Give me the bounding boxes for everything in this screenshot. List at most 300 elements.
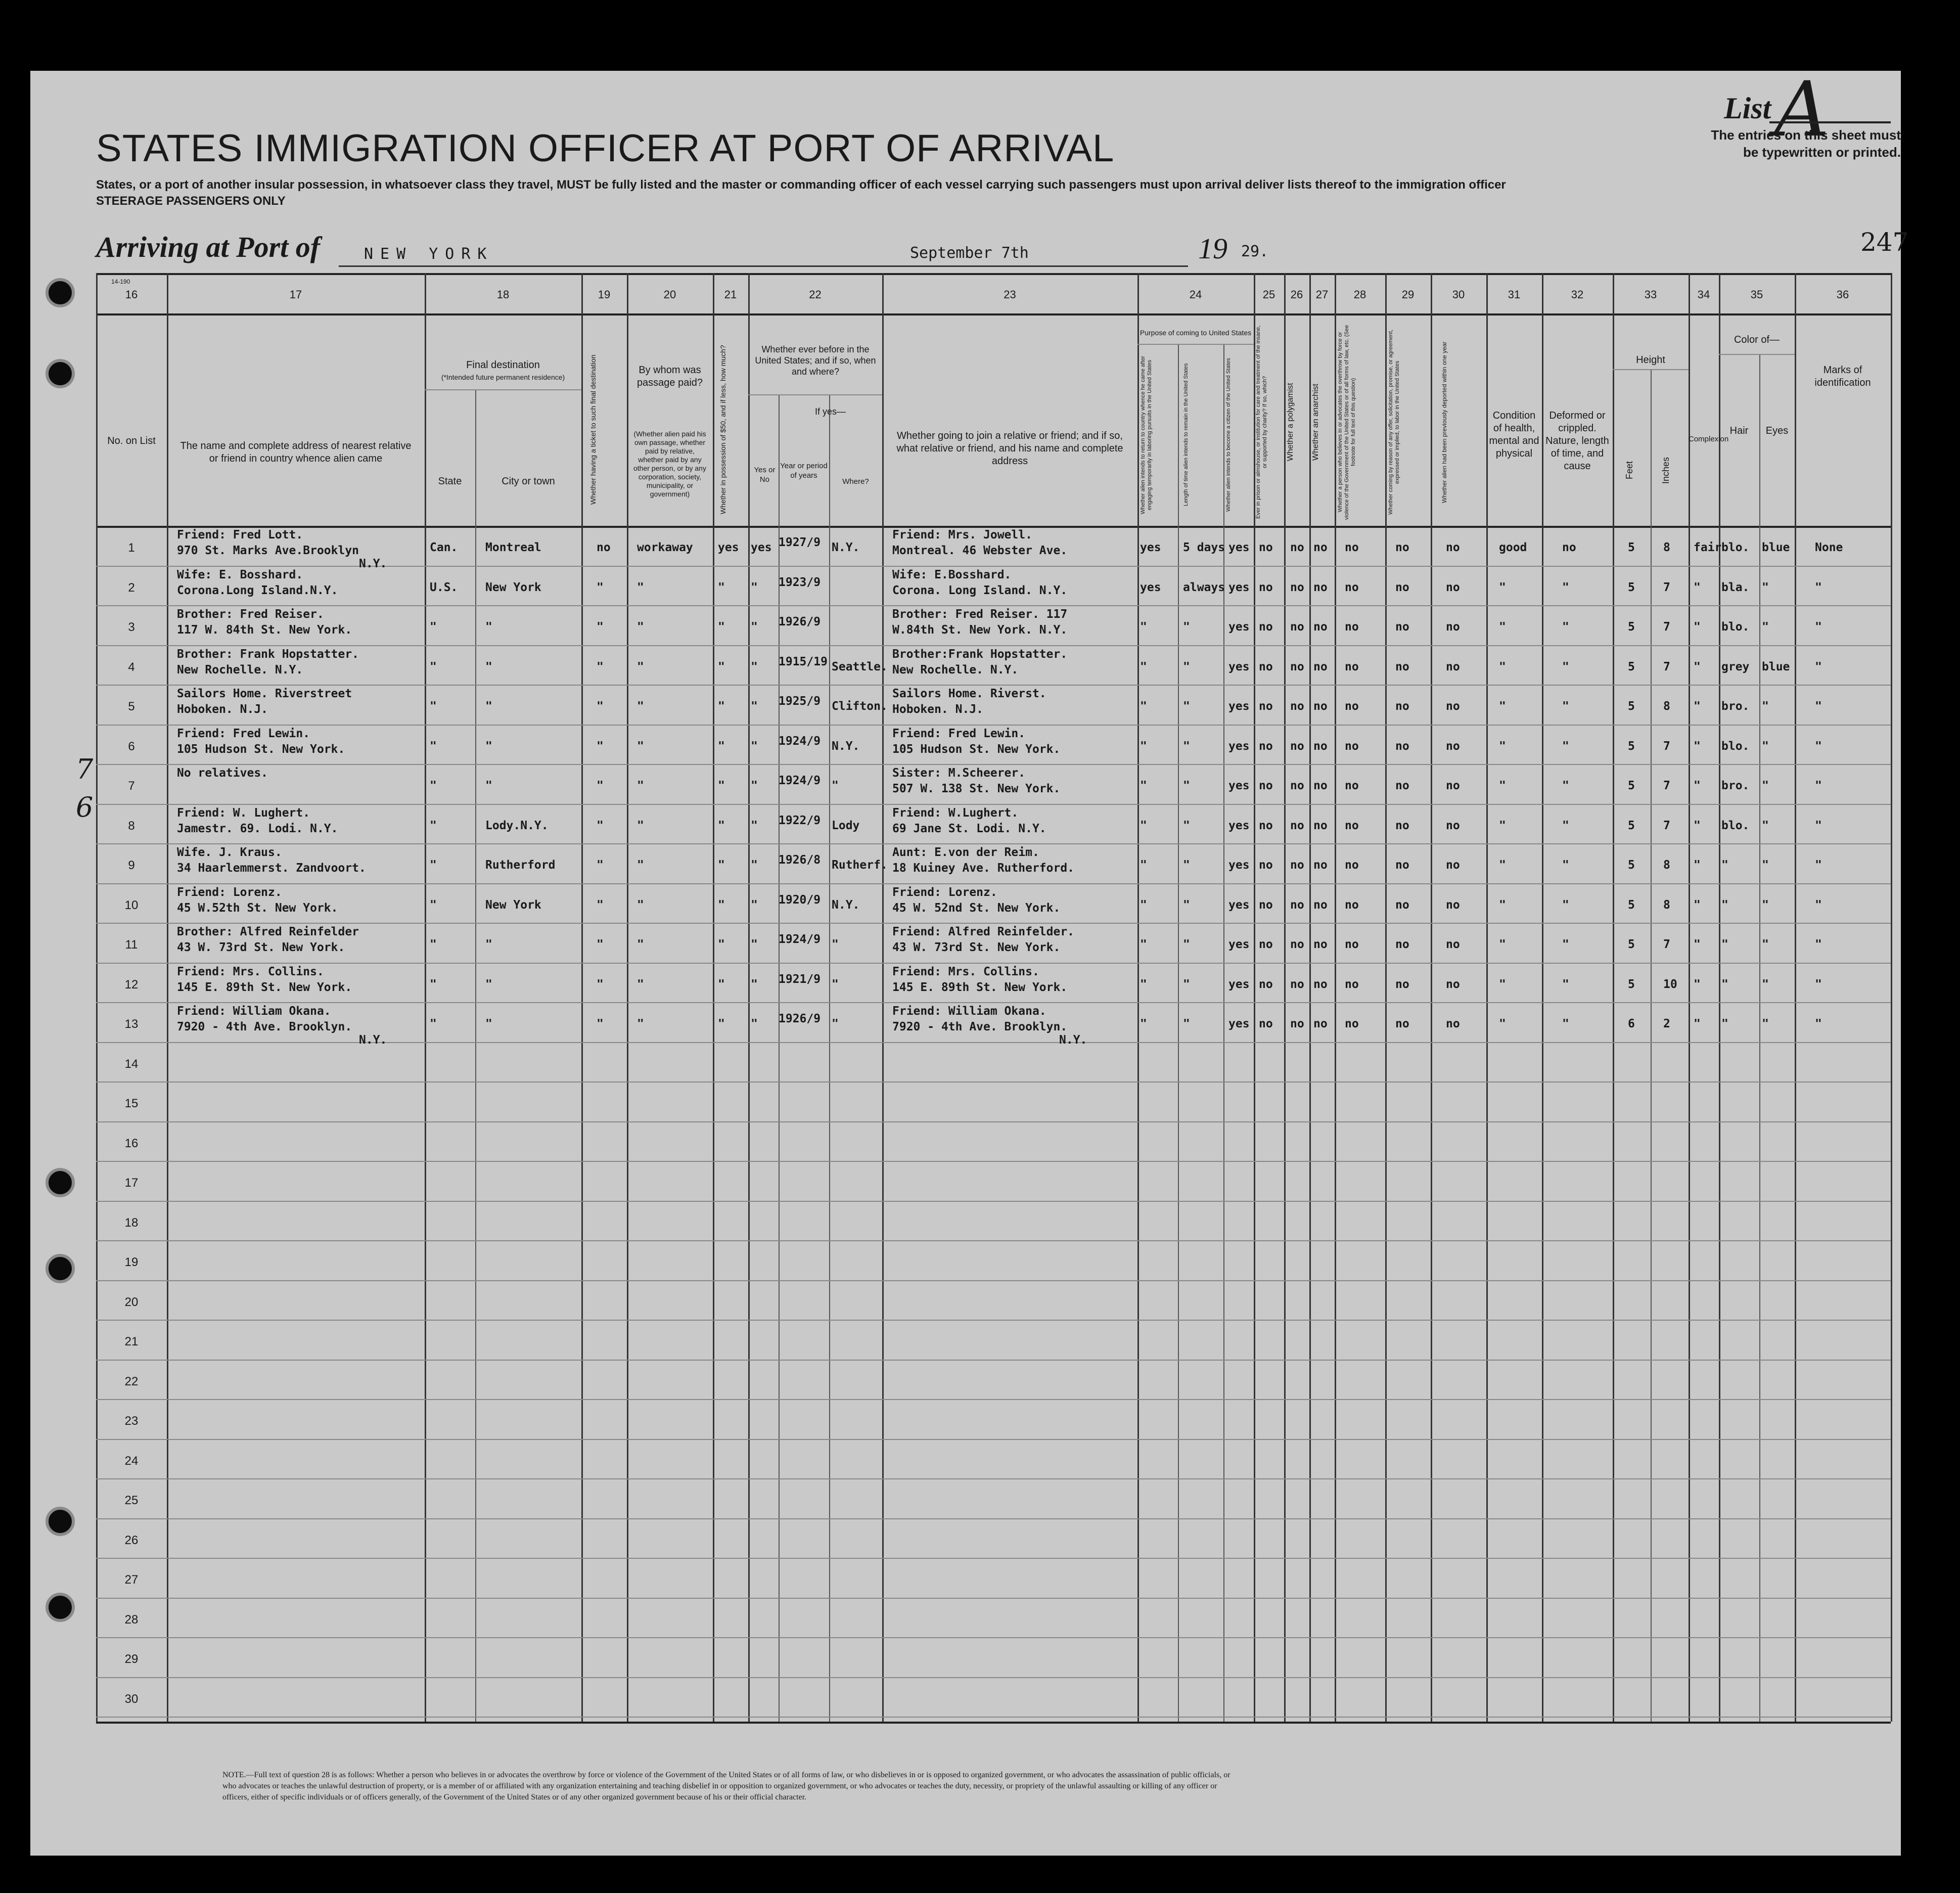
purpose-citizen: yes: [1228, 977, 1250, 991]
before-in-us: ": [751, 620, 758, 634]
header-state: State: [438, 476, 462, 487]
complexion-value: ": [1694, 977, 1701, 991]
anarchist-value: no: [1313, 700, 1328, 713]
before-year: 1924/9: [779, 933, 821, 946]
row-divider: [96, 923, 1891, 924]
hair-color: blo.: [1721, 819, 1750, 832]
row-number: 30: [124, 1692, 139, 1706]
destination-state: Can.: [430, 541, 458, 554]
hair-color: ": [1721, 938, 1728, 951]
header-inches: Inches: [1661, 457, 1671, 484]
identification-marks: ": [1815, 859, 1822, 872]
labor-offer-value: no: [1395, 898, 1409, 912]
anarchist-value: no: [1313, 898, 1328, 912]
prison-value: no: [1259, 660, 1273, 673]
ticket-value: ": [597, 1017, 604, 1030]
destination-state: ": [430, 938, 437, 951]
hair-color: blo.: [1721, 739, 1750, 753]
row-divider: [96, 843, 1891, 844]
overthrow-value: no: [1345, 620, 1359, 634]
polygamist-value: no: [1290, 620, 1304, 634]
port-underline: [339, 265, 859, 267]
header-purpose-length: Length of time alien intends to remain in the United States: [1183, 363, 1189, 507]
anarchist-value: no: [1313, 660, 1328, 673]
destination-state: ": [430, 620, 437, 634]
anarchist-value: no: [1313, 620, 1328, 634]
col-rule: [1689, 273, 1690, 1722]
destination-city: ": [485, 779, 492, 792]
ticket-value: ": [597, 779, 604, 792]
prison-value: no: [1259, 700, 1273, 713]
height-feet: 5: [1628, 620, 1635, 634]
before-in-us: yes: [751, 541, 772, 554]
hair-color: bro.: [1721, 779, 1750, 792]
money-value: ": [718, 660, 725, 673]
purpose-length: ": [1183, 859, 1190, 872]
header-complexion: Complexion: [1689, 435, 1729, 443]
identification-marks: ": [1815, 700, 1822, 713]
hair-color: grey: [1721, 660, 1750, 673]
subtitle: [96, 177, 1613, 209]
height-feet: 5: [1628, 779, 1635, 792]
polygamist-value: no: [1290, 819, 1304, 832]
row-number: 4: [128, 660, 135, 674]
manifest-sheet: [30, 66, 1909, 1856]
row-divider: [96, 1478, 1891, 1479]
labor-offer-value: no: [1395, 541, 1409, 554]
joining-name: Friend: Lorenz.: [892, 885, 997, 899]
arrival-year-prefix: 19: [1198, 232, 1227, 265]
money-value: ": [718, 739, 725, 753]
column-number: 23: [1004, 288, 1016, 301]
complexion-value: ": [1694, 779, 1701, 792]
labor-offer-value: no: [1395, 739, 1409, 753]
complexion-value: ": [1694, 1017, 1701, 1030]
col-rule: [1284, 273, 1286, 1722]
before-year: 1926/9: [779, 615, 821, 628]
labor-offer-value: no: [1395, 779, 1409, 792]
height-inches: 8: [1663, 541, 1670, 554]
relative-name: Brother: Fred Reiser.: [177, 608, 324, 621]
header-before-in-us: Whether ever before in the United States; and if so, when and where?: [755, 344, 876, 377]
overthrow-value: no: [1345, 977, 1359, 991]
relative-address: Hoboken. N.J.: [177, 703, 268, 716]
row-number: 23: [124, 1414, 139, 1428]
joining-name: Friend: Mrs. Collins.: [892, 965, 1039, 978]
purpose-citizen: yes: [1228, 700, 1250, 713]
height-inches: 7: [1663, 580, 1670, 594]
overthrow-value: no: [1345, 898, 1359, 912]
subtitle-line: States, or a port of another insular possession, in whatsoever class they travel, MUST be fully listed and the master or commanding officer of each vessel carrying such passengers must upon arrival deliver lists thereof to the immigration officer: [96, 178, 1506, 192]
joining-name: Friend: Fred Lewin.: [892, 727, 1026, 740]
ticket-value: ": [597, 938, 604, 951]
row-number: 18: [124, 1215, 139, 1230]
money-value: ": [718, 859, 725, 872]
joining-address: W.84th St. New York. N.Y.: [892, 623, 1068, 637]
before-where: ": [832, 779, 839, 792]
joining-name: Brother:Frank Hopstatter.: [892, 647, 1068, 661]
row-divider: [96, 1081, 1891, 1083]
prison-value: no: [1259, 779, 1273, 792]
header-purpose-return: Whether alien intends to return to country whence he came after engaging temporarily in laboring pursuits in the United States: [1140, 355, 1153, 514]
overthrow-value: no: [1345, 700, 1359, 713]
column-number: 25: [1262, 288, 1275, 301]
deformed-value: ": [1562, 779, 1569, 792]
height-inches: 7: [1663, 938, 1670, 951]
joining-address: 18 Kuiney Ave. Rutherford.: [892, 862, 1075, 875]
column-number: 34: [1697, 288, 1710, 301]
destination-state: ": [430, 700, 437, 713]
prison-value: no: [1259, 938, 1273, 951]
col-rule: [1309, 273, 1311, 1722]
column-number: 33: [1644, 288, 1657, 301]
money-value: ": [718, 700, 725, 713]
col-rule: [1137, 273, 1139, 1722]
eye-color: ": [1762, 739, 1769, 753]
col-rule: [167, 273, 168, 1722]
deformed-value: ": [1562, 898, 1569, 912]
overthrow-value: no: [1345, 859, 1359, 872]
punch-hole: [45, 1507, 75, 1536]
hair-color: ": [1721, 898, 1728, 912]
eye-color: ": [1762, 779, 1769, 792]
before-year: 1924/9: [779, 774, 821, 787]
row-number: 27: [124, 1573, 139, 1587]
punch-hole: [45, 1593, 75, 1622]
row-number: 16: [124, 1136, 139, 1150]
joining-address: 7920 - 4th Ave. Brooklyn.: [892, 1020, 1068, 1033]
purpose-citizen: yes: [1228, 779, 1250, 792]
before-in-us: ": [751, 580, 758, 594]
height-feet: 5: [1628, 859, 1635, 872]
purpose-citizen: yes: [1228, 898, 1250, 912]
table-bottom-line: [96, 1722, 1891, 1724]
deported-value: no: [1446, 977, 1460, 991]
before-where: N.Y.: [832, 739, 860, 753]
identification-marks: ": [1815, 898, 1822, 912]
col-rule: [1891, 273, 1892, 1722]
row-divider: [96, 1598, 1891, 1599]
complexion-value: ": [1694, 819, 1701, 832]
row-divider: [96, 685, 1891, 686]
destination-state: ": [430, 859, 437, 872]
purpose-citizen: yes: [1228, 938, 1250, 951]
col-rule: [1719, 273, 1720, 1722]
ticket-value: ": [597, 898, 604, 912]
health-value: ": [1499, 739, 1506, 753]
header-marks: Marks of identification: [1814, 365, 1871, 388]
height-inches: 10: [1663, 977, 1677, 991]
destination-state: U.S.: [430, 580, 458, 594]
row-divider: [96, 764, 1891, 765]
margin-mark: 6: [76, 791, 94, 823]
deported-value: no: [1446, 739, 1460, 753]
purpose-length: ": [1183, 620, 1190, 634]
deformed-value: ": [1562, 660, 1569, 673]
height-feet: 5: [1628, 938, 1635, 951]
anarchist-value: no: [1313, 541, 1328, 554]
deformed-value: ": [1562, 620, 1569, 634]
relative-name: Friend: Mrs. Collins.: [177, 965, 324, 978]
before-in-us: ": [751, 938, 758, 951]
hair-color: blo.: [1721, 620, 1750, 634]
overthrow-value: no: [1345, 819, 1359, 832]
col-rule: [748, 273, 750, 1722]
header-color: Color of—: [1734, 334, 1780, 345]
labor-offer-value: no: [1395, 700, 1409, 713]
notice-line: The entries on this sheet must: [1711, 127, 1901, 143]
height-inches: 7: [1663, 819, 1670, 832]
joining-name: Aunt: E.von der Reim.: [892, 846, 1039, 859]
overthrow-value: no: [1345, 1017, 1359, 1030]
labor-offer-value: no: [1395, 938, 1409, 951]
destination-state: ": [430, 819, 437, 832]
money-value: ": [718, 938, 725, 951]
relative-address: 43 W. 73rd St. New York.: [177, 941, 345, 954]
joining-address: 507 W. 138 St. New York.: [892, 782, 1061, 795]
deported-value: no: [1446, 938, 1460, 951]
before-in-us: ": [751, 898, 758, 912]
row-number: 20: [124, 1295, 139, 1309]
deformed-value: ": [1562, 580, 1569, 594]
col-rule: [1542, 273, 1543, 1722]
height-feet: 5: [1628, 700, 1635, 713]
header-final-destination-note: (*Intended future permanent residence): [441, 373, 565, 381]
height-inches: 7: [1663, 739, 1670, 753]
passage-paid-by: ": [637, 859, 644, 872]
deported-value: no: [1446, 1017, 1460, 1030]
health-value: ": [1499, 580, 1506, 594]
header-height: Height: [1636, 354, 1665, 366]
passage-paid-by: ": [637, 620, 644, 634]
joining-address: Montreal. 46 Webster Ave.: [892, 544, 1068, 557]
identification-marks: ": [1815, 620, 1822, 634]
prison-value: no: [1259, 859, 1273, 872]
anarchist-value: no: [1313, 739, 1328, 753]
deported-value: no: [1446, 541, 1460, 554]
destination-city: ": [485, 938, 492, 951]
eye-color: ": [1762, 1017, 1769, 1030]
col-rule: [1795, 273, 1796, 1722]
manifest-table: [96, 273, 1891, 1724]
purpose-citizen: yes: [1228, 859, 1250, 872]
height-feet: 5: [1628, 898, 1635, 912]
row-number: 26: [124, 1533, 139, 1547]
passage-paid-by: workaway: [637, 541, 693, 554]
identification-marks: ": [1815, 580, 1822, 594]
joining-name: Friend: William Okana.: [892, 1005, 1046, 1018]
header-overthrow: Whether a person who believes in or advocates the overthrow by force or violence of the Government of the United States or of all forms of law, etc. (See footnote for full text of this question): [1337, 325, 1356, 520]
money-value: ": [718, 1017, 725, 1030]
purpose-return: ": [1140, 819, 1147, 832]
relative-address: New Rochelle. N.Y.: [177, 663, 303, 677]
identification-marks: ": [1815, 938, 1822, 951]
passage-paid-by: ": [637, 819, 644, 832]
before-where: N.Y.: [832, 898, 860, 912]
anarchist-value: no: [1313, 819, 1328, 832]
row-divider: [96, 1558, 1891, 1559]
header-eyes: Eyes: [1765, 425, 1789, 436]
row-divider: [96, 1201, 1891, 1202]
ticket-value: ": [597, 660, 604, 673]
identification-marks: ": [1815, 739, 1822, 753]
row-divider: [96, 1280, 1891, 1281]
column-number: 24: [1189, 288, 1202, 301]
row-divider: [96, 1121, 1891, 1122]
row-number: 10: [124, 898, 139, 912]
purpose-citizen: yes: [1228, 1017, 1250, 1030]
arrival-date: September 7th: [910, 244, 1029, 262]
height-inches: 8: [1663, 898, 1670, 912]
health-value: ": [1499, 620, 1506, 634]
purpose-length: ": [1183, 700, 1190, 713]
header-bottom-line: [96, 526, 1891, 528]
footnote: NOTE.—Full text of question 28 is as follows: Whether a person who believes in or advocates the overthrow by force or violence of the Government of the United States or of all forms of law, or who disbelieves in or is opposed to organized government, or who advocates the assassination of public officials, or who advocates or teaches the unlawful destruction of property, or is a member of or affiliated with any organization entertaining and teaching disbelief in or opposition to organized government, or who advocates or teaches the duty, necessity, or propriety of the unlawful assaulting or killing of any officer or officers, either of specific individuals or of officers generally, of the Government of the United States or of any other organized government because of his or their official character.: [222, 1771, 1230, 1801]
row-number: 1: [128, 541, 135, 555]
destination-state: ": [430, 977, 437, 991]
before-in-us: ": [751, 859, 758, 872]
overthrow-value: no: [1345, 541, 1359, 554]
passage-paid-by: ": [637, 580, 644, 594]
anarchist-value: no: [1313, 977, 1328, 991]
money-value: ": [718, 779, 725, 792]
deported-value: no: [1446, 580, 1460, 594]
purpose-return: ": [1140, 859, 1147, 872]
joining-name: Wife: E.Bosshard.: [892, 568, 1012, 581]
column-number: 18: [496, 288, 510, 301]
relative-address: 34 Haarlemmerst. Zandvoort.: [177, 862, 366, 875]
joining-name: Friend: W.Lughert.: [892, 806, 1019, 820]
overthrow-value: no: [1345, 779, 1359, 792]
complexion-value: ": [1694, 938, 1701, 951]
height-inches: 8: [1663, 700, 1670, 713]
punch-hole: [45, 1254, 75, 1283]
relative-name: Wife: E. Bosshard.: [177, 568, 303, 581]
polygamist-value: no: [1290, 580, 1304, 594]
before-year: 1922/9: [779, 814, 821, 827]
before-where: Rutherf.: [832, 859, 888, 872]
relative-name: Friend: William Okana.: [177, 1005, 331, 1018]
column-number: 20: [663, 288, 676, 301]
destination-state: ": [430, 1017, 437, 1030]
before-where: ": [832, 938, 839, 951]
ticket-value: ": [597, 620, 604, 634]
destination-state: ": [430, 779, 437, 792]
purpose-length: 5 days: [1183, 541, 1225, 554]
destination-city: Rutherford: [485, 859, 556, 872]
before-where: Lody: [832, 819, 860, 832]
relative-address: 970 St. Marks Ave.Brooklyn: [177, 544, 359, 557]
column-number: 19: [598, 288, 611, 301]
purpose-return: yes: [1140, 580, 1161, 594]
sheet-number: 247: [1860, 228, 1909, 257]
row-number: 13: [124, 1017, 139, 1031]
prison-value: no: [1259, 977, 1273, 991]
relative-name: Wife. J. Kraus.: [177, 846, 282, 859]
deformed-value: no: [1562, 541, 1576, 554]
header-before-yesno: Yes or No: [754, 466, 776, 484]
polygamist-value: no: [1290, 1017, 1304, 1030]
purpose-return: ": [1140, 938, 1147, 951]
money-value: ": [718, 898, 725, 912]
col-rule: [1431, 273, 1432, 1722]
row-number: 11: [125, 938, 138, 952]
polygamist-value: no: [1290, 779, 1304, 792]
ticket-value: ": [597, 859, 604, 872]
health-value: ": [1499, 779, 1506, 792]
purpose-citizen: yes: [1228, 620, 1250, 634]
before-in-us: ": [751, 700, 758, 713]
row-number: 12: [124, 977, 139, 991]
row-number: 19: [124, 1255, 139, 1269]
header-final-destination: Final destination: [466, 359, 540, 371]
purpose-length: ": [1183, 819, 1190, 832]
complexion-value: fair: [1694, 541, 1722, 554]
header-deported: Whether alien had been previously deported within one year: [1441, 341, 1448, 503]
purpose-length: ": [1183, 977, 1190, 991]
height-inches: 7: [1663, 660, 1670, 673]
money-value: ": [718, 977, 725, 991]
row-number: 25: [124, 1494, 139, 1507]
row-number: 21: [124, 1335, 139, 1348]
overthrow-value: no: [1345, 660, 1359, 673]
complexion-value: ": [1694, 700, 1701, 713]
header-before-where: Where?: [842, 477, 869, 486]
row-divider: [96, 1439, 1891, 1440]
header-passage-paid: By whom was passage paid?: [636, 365, 703, 388]
joining-address: 105 Hudson St. New York.: [892, 742, 1061, 756]
complexion-value: ": [1694, 620, 1701, 634]
hair-color: blo.: [1721, 541, 1750, 554]
header-purpose-citizen: Whether alien intends to become a citizen of the United States: [1225, 358, 1232, 512]
deported-value: no: [1446, 819, 1460, 832]
destination-city: ": [485, 620, 492, 634]
prison-value: no: [1259, 898, 1273, 912]
before-where: ": [832, 977, 839, 991]
ticket-value: ": [597, 580, 604, 594]
deformed-value: ": [1562, 977, 1569, 991]
joining-address-cont: N.Y.: [1059, 1033, 1087, 1047]
ticket-value: ": [597, 700, 604, 713]
header-city: City or town: [502, 476, 555, 487]
punch-hole: [45, 359, 75, 388]
prison-value: no: [1259, 580, 1273, 594]
header-anarchist: Whether an anarchist: [1311, 383, 1320, 461]
column-number: 28: [1353, 288, 1366, 301]
row-divider: [96, 605, 1891, 606]
before-year: 1924/9: [779, 734, 821, 748]
header-prison: Ever in prison or almshouse, or institution for care and treatment of the insane, or supported by charity? If so, which?: [1255, 325, 1268, 519]
polygamist-value: no: [1290, 977, 1304, 991]
height-inches: 7: [1663, 620, 1670, 634]
header-polygamist: Whether a polygamist: [1286, 383, 1295, 462]
list-letter: A: [1774, 66, 1830, 154]
header-ticket: Whether having a ticket to such final destination: [589, 354, 597, 505]
row-divider: [96, 1240, 1891, 1241]
joining-name: Sailors Home. Riverst.: [892, 687, 1046, 700]
joining-name: Friend: Mrs. Jowell.: [892, 528, 1032, 542]
identification-marks: ": [1815, 819, 1822, 832]
eye-color: ": [1762, 898, 1769, 912]
overthrow-value: no: [1345, 580, 1359, 594]
row-number: 22: [124, 1374, 139, 1388]
polygamist-value: no: [1290, 859, 1304, 872]
relative-name: Brother: Frank Hopstatter.: [177, 647, 359, 661]
hair-color: ": [1721, 977, 1728, 991]
before-where: N.Y.: [832, 541, 860, 554]
column-number: 21: [724, 288, 737, 301]
ticket-value: ": [597, 739, 604, 753]
